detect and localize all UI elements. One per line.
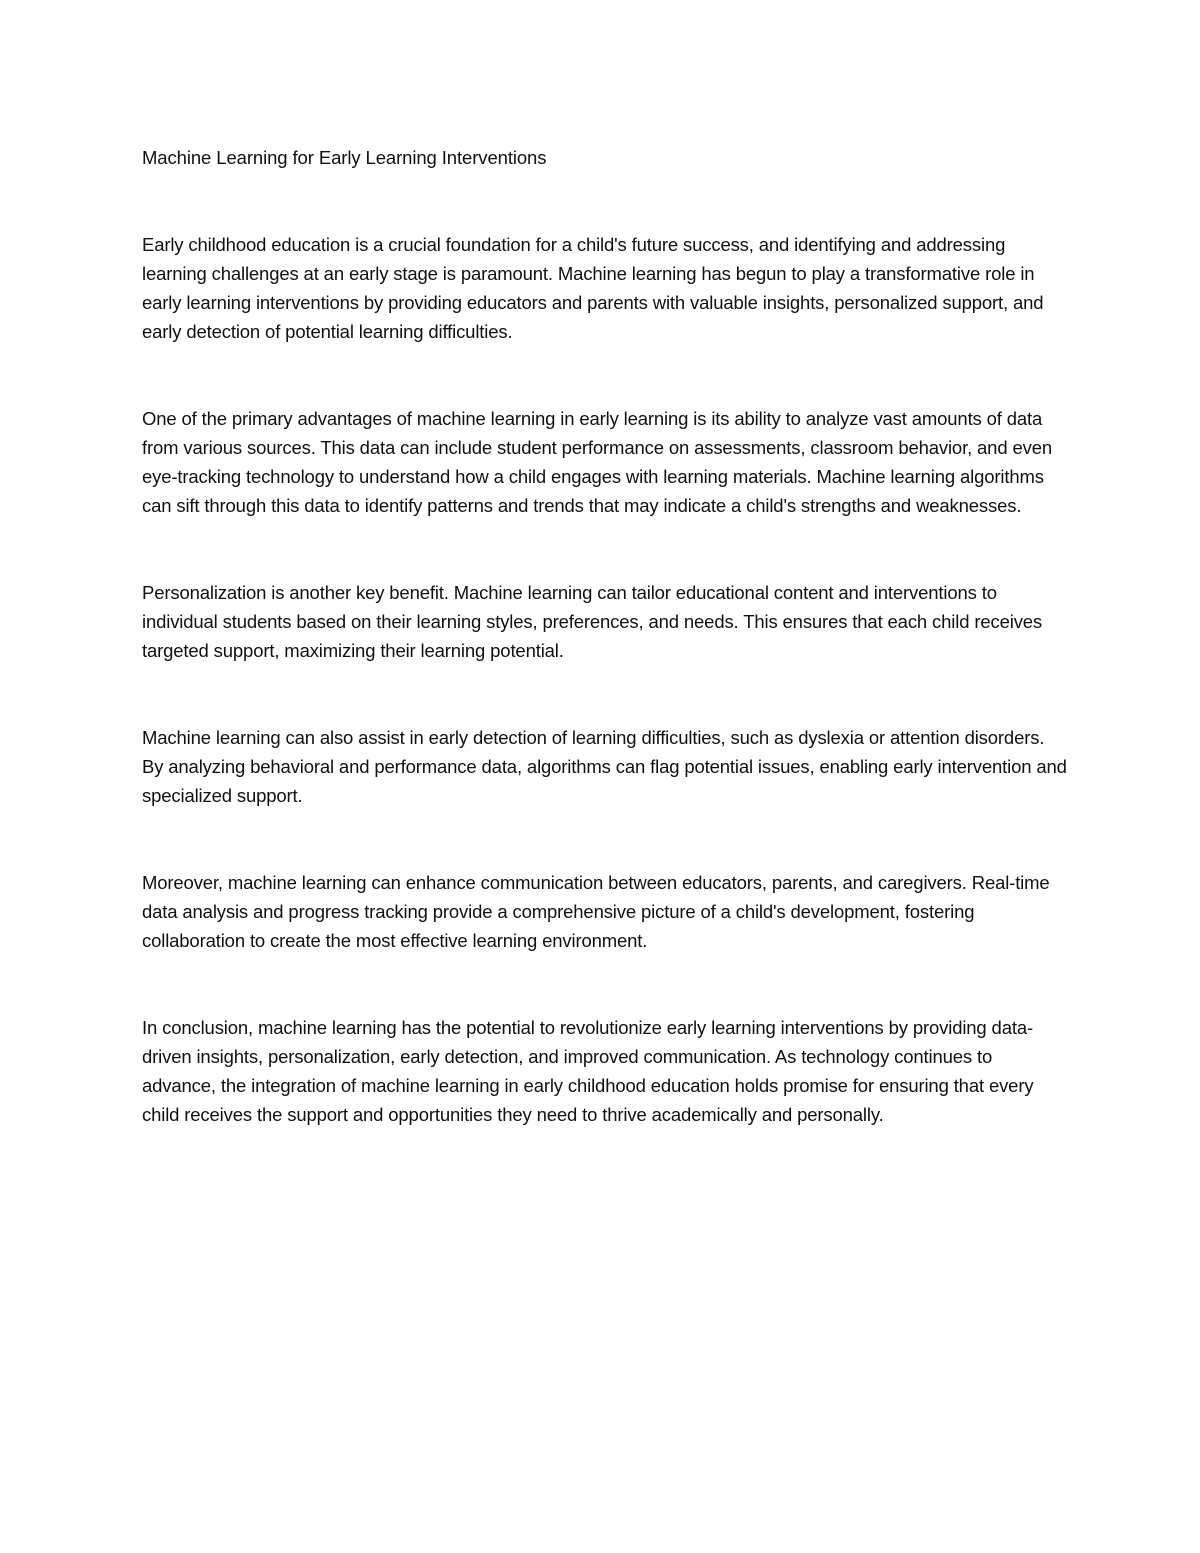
paragraph-conclusion: In conclusion, machine learning has the potential to revolutionize early learning interventions by providing data-driven insights, personalization, early detection, and improved communication. As technology continues to advance, the integration of machine learning in early childhood education holds promise for ensuring that every child receives the support and opportunities they need to thrive academically and personally. — [142, 1017, 1034, 1125]
paragraph-early-detection: Machine learning can also assist in early detection of learning difficulties, such as dyslexia or attention disorders. By analyzing behavioral and performance data, algorithms can flag potential issues, enabling early intervention and specialized support. — [142, 727, 1067, 806]
paragraph-introduction: Early childhood education is a crucial foundation for a child's future success, and identifying and addressing learning challenges at an early stage is paramount. Machine learning has begun to play a transformative role in early learning interventions by providing educators and parents with valuable insights, personalized support, and early detection of potential learning difficulties. — [142, 234, 1044, 342]
document-body — [142, 143, 1067, 1129]
paragraph-communication: Moreover, machine learning can enhance communication between educators, parents, and caregivers. Real-time data analysis and progress tracking provide a comprehensive picture of a child's development, fostering collaboration to create the most effective learning environment. — [142, 872, 1050, 951]
paragraph-personalization: Personalization is another key benefit. Machine learning can tailor educational content and interventions to individual students based on their learning styles, preferences, and needs. This ensures that each child receives targeted support, maximizing their learning potential. — [142, 582, 1043, 661]
paragraph-data-analysis: One of the primary advantages of machine learning in early learning is its ability to analyze vast amounts of data from various sources. This data can include student performance on assessments, classroom behavior, and even eye-tracking technology to understand how a child engages with learning materials. Machine learning algorithms can sift through this data to identify patterns and trends that may indicate a child's strengths and weaknesses. — [142, 408, 1052, 516]
document-title: Machine Learning for Early Learning Interventions — [142, 147, 547, 168]
